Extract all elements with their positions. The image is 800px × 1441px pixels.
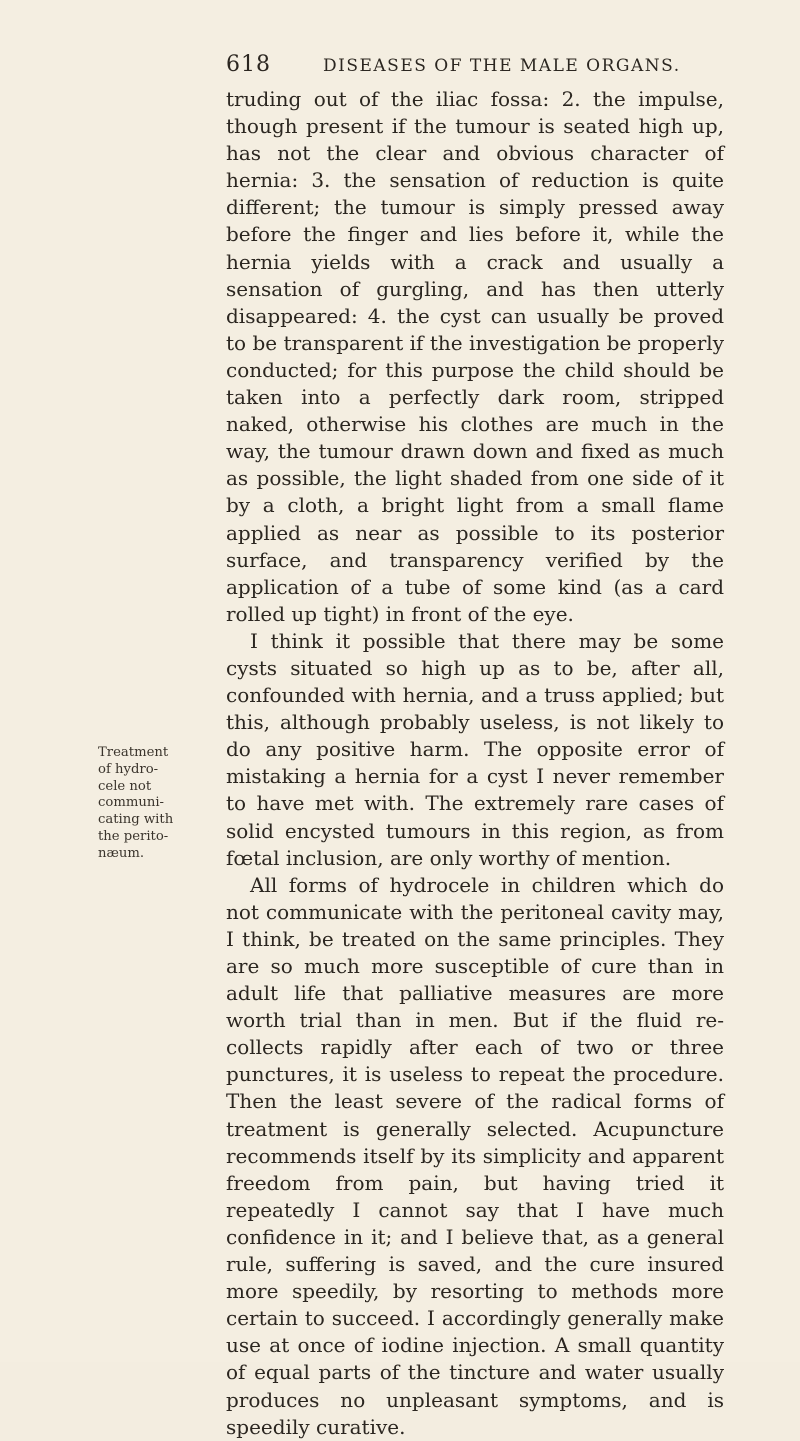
margin-note-line: cating with xyxy=(98,812,174,828)
body-text xyxy=(226,86,724,1441)
running-title: DISEASES OF THE MALE ORGANS. xyxy=(323,56,681,76)
paragraph-cysts-confounded: I think it possible that there may be some cysts situated so high up as to be, after all, confounded with hernia, and a truss applied; but this, although probably useless, is not likely to do any positive harm. The opposite error of mistaking a hernia for a cyst I never remember to have met with. The extremely rare cases of solid encysted tumours in this region, as from fœtal inclusion, are only worthy of mention. xyxy=(226,628,724,870)
margin-note-line: Treatment xyxy=(98,745,169,760)
margin-note xyxy=(98,745,222,863)
paragraph-continuation: truding out of the iliac fossa: 2. the impulse, though present if the tumour is seated high up, has not the clear and obvious character of hernia: 3. the sensation of reduction is quite different; the tumour is simply pressed away before the finger and lies before it, while the hernia yields with a crack and usually a sensation of gurgling, and has then utterly disappeared: 4. the cyst can usually be proved to be transparent if the investigation be properly conducted; for this purpose the child should be taken into a perfectly dark room, stripped naked, otherwise his clothes are much in the way, the tumour drawn down and fixed as much as possible, the light shaded from one side of it by a cloth, a bright light from a small flame applied as near as possible to its posterior surface, and transparency verified by the application of a tube of some kind (as a card rolled up tight) in front of the eye. xyxy=(226,87,724,626)
paragraph-treatment: All forms of hydrocele in children which do not communicate with the peritoneal cavity may, I think, be treated on the same principles. They are so much more susceptible of cure than in adult life that palliative measures are more worth trial than in men. But if the fluid re-collects rapidly after each of two or three punctures, it is useless to repeat the procedure. Then the least severe of the radical forms of treatment is generally selected. Acupuncture recommends itself by its simplicity and apparent freedom from pain, but having tried it repeatedly I cannot say that I have much confidence in it; and I believe that, as a general rule, suffering is saved, and the cure insured more speedily, by resorting to methods more certain to succeed. I accordingly generally make use at once of iodine injection. A small quantity of equal parts of the tincture and water usually produces no unpleasant symptoms, and is speedily curative. xyxy=(226,872,724,1439)
page-header xyxy=(226,52,726,80)
margin-note-line: næum. xyxy=(98,845,145,861)
page-number: 618 xyxy=(226,52,271,77)
margin-note-line: the perito- xyxy=(98,828,169,844)
margin-note-line: of hydro- xyxy=(98,761,159,777)
margin-note-line: cele not xyxy=(98,778,152,794)
margin-note-line: communi- xyxy=(98,795,164,811)
